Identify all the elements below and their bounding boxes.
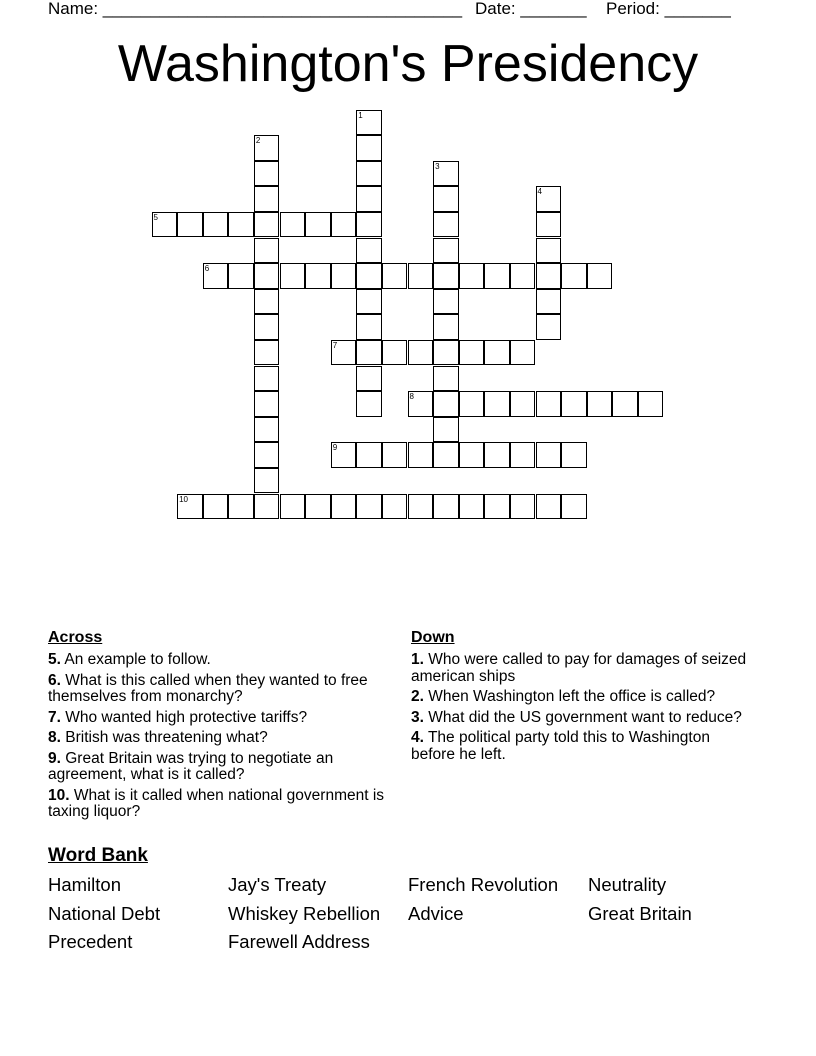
- crossword-cell[interactable]: [638, 391, 664, 417]
- word-bank-item: Jay's Treaty: [228, 874, 327, 895]
- crossword-cell[interactable]: [331, 212, 357, 238]
- crossword-cell[interactable]: [254, 442, 280, 468]
- crossword-cell[interactable]: [433, 494, 459, 520]
- crossword-cell[interactable]: [510, 494, 536, 520]
- down-clue: [411, 689, 751, 706]
- crossword-cell[interactable]: [561, 494, 587, 520]
- clue-number-label: 1.: [411, 651, 424, 668]
- crossword-cell[interactable]: [612, 391, 638, 417]
- down-clue: [411, 710, 751, 727]
- clue-number-label: 9.: [48, 749, 61, 767]
- crossword-cell[interactable]: [382, 340, 408, 366]
- crossword-cell[interactable]: [305, 212, 331, 238]
- clue-number: 4: [537, 187, 542, 197]
- crossword-cell[interactable]: [536, 238, 562, 264]
- crossword-cell[interactable]: [254, 212, 280, 238]
- clue-text: The political party told this to Washington before he left.: [411, 729, 710, 763]
- crossword-cell[interactable]: [228, 263, 254, 289]
- crossword-cell[interactable]: [459, 340, 485, 366]
- clue-number-label: 10.: [48, 786, 70, 804]
- clue-text: Who were called to pay for damages of seized american ships: [411, 651, 747, 685]
- across-clue-list: [48, 652, 388, 825]
- clue-number-label: 3.: [411, 708, 424, 726]
- crossword-cell[interactable]: [254, 468, 280, 494]
- crossword-cell[interactable]: [280, 494, 306, 520]
- clue-number-label: 8.: [48, 729, 61, 746]
- crossword-cell[interactable]: [305, 263, 331, 289]
- crossword-cell[interactable]: [331, 263, 357, 289]
- word-bank-item: Neutrality: [588, 874, 667, 895]
- crossword-cell[interactable]: [254, 340, 280, 366]
- crossword-cell[interactable]: [510, 391, 536, 417]
- clue-text: When Washington left the office is called?: [423, 688, 716, 705]
- crossword-cell[interactable]: [408, 340, 434, 366]
- crossword-cell[interactable]: [536, 442, 562, 468]
- date-field-label: Date: _______: [475, 0, 587, 18]
- crossword-cell[interactable]: [356, 161, 382, 187]
- crossword-cell[interactable]: [356, 289, 382, 315]
- crossword-cell[interactable]: [203, 494, 229, 520]
- crossword-cell[interactable]: [433, 263, 459, 289]
- word-bank-item: Farewell Address: [228, 931, 370, 952]
- page-title: Washington's Presidency: [117, 35, 699, 93]
- crossword-cell[interactable]: [356, 314, 382, 340]
- crossword-cell[interactable]: [203, 212, 229, 238]
- word-bank-item: Advice: [408, 903, 464, 924]
- clue-number: 8: [409, 392, 414, 402]
- clue-number: 6: [204, 264, 210, 274]
- crossword-cell[interactable]: [254, 186, 280, 212]
- crossword-cell[interactable]: [356, 238, 382, 264]
- crossword-cell[interactable]: [587, 263, 613, 289]
- crossword-cell[interactable]: [561, 391, 587, 417]
- period-field-label: Period: _______: [606, 0, 731, 18]
- crossword-cell[interactable]: [254, 289, 280, 315]
- crossword-cell[interactable]: [254, 417, 280, 443]
- crossword-cell[interactable]: [356, 340, 382, 366]
- crossword-cell[interactable]: [254, 494, 280, 520]
- down-heading: Down: [411, 629, 455, 646]
- clue-number-label: 2.: [411, 688, 424, 705]
- crossword-cell[interactable]: [561, 442, 587, 468]
- crossword-cell[interactable]: [510, 340, 536, 366]
- crossword-cell[interactable]: [408, 263, 434, 289]
- crossword-cell[interactable]: [484, 442, 510, 468]
- clue-number: 9: [332, 443, 338, 453]
- word-bank-item: Precedent: [48, 931, 133, 952]
- crossword-cell[interactable]: [305, 494, 331, 520]
- crossword-cell[interactable]: [356, 391, 382, 417]
- crossword-cell[interactable]: [459, 263, 485, 289]
- crossword-cell[interactable]: [433, 391, 459, 417]
- across-clue: [48, 751, 388, 784]
- crossword-cell[interactable]: [331, 494, 357, 520]
- word-bank-item: National Debt: [48, 903, 161, 924]
- crossword-cell[interactable]: [433, 417, 459, 443]
- clue-number: 1: [358, 110, 363, 120]
- crossword-cell[interactable]: [382, 494, 408, 520]
- crossword-cell[interactable]: [408, 494, 434, 520]
- clue-text: British was threatening what?: [60, 729, 268, 746]
- crossword-cell[interactable]: [356, 135, 382, 161]
- crossword-cell[interactable]: [433, 442, 459, 468]
- crossword-cell[interactable]: [356, 212, 382, 238]
- clue-text: What is it called when national government is taxing liquor?: [48, 786, 385, 820]
- crossword-cell[interactable]: [254, 366, 280, 392]
- crossword-cell[interactable]: [433, 212, 459, 238]
- clue-text: Who wanted high protective tariffs?: [60, 708, 308, 726]
- crossword-cell[interactable]: [356, 263, 382, 289]
- crossword-cell[interactable]: [254, 161, 280, 187]
- crossword-cell[interactable]: [254, 314, 280, 340]
- crossword-cell[interactable]: [459, 442, 485, 468]
- crossword-cell[interactable]: [356, 442, 382, 468]
- crossword-cell[interactable]: [484, 263, 510, 289]
- across-heading: Across: [48, 629, 103, 646]
- crossword-cell[interactable]: [433, 366, 459, 392]
- crossword-cell[interactable]: [510, 263, 536, 289]
- crossword-cell[interactable]: [510, 442, 536, 468]
- down-clue-list: [411, 652, 751, 767]
- down-clue: [411, 730, 751, 763]
- clue-text: What did the US government want to reduce?: [423, 708, 742, 726]
- across-clue: [48, 730, 388, 747]
- down-clue: [411, 652, 751, 685]
- crossword-cell[interactable]: [228, 212, 254, 238]
- crossword-cell[interactable]: [536, 289, 562, 315]
- crossword-cell[interactable]: [254, 391, 280, 417]
- clue-number: 3: [435, 161, 440, 171]
- crossword-cell[interactable]: [433, 340, 459, 366]
- crossword-cell[interactable]: [484, 391, 510, 417]
- word-bank-item: Hamilton: [48, 874, 121, 895]
- crossword-cell[interactable]: [356, 366, 382, 392]
- crossword-cell[interactable]: [536, 494, 562, 520]
- crossword-cell[interactable]: [484, 340, 510, 366]
- crossword-cell[interactable]: [433, 238, 459, 264]
- crossword-cell[interactable]: [536, 314, 562, 340]
- crossword-cell[interactable]: [356, 186, 382, 212]
- clue-number: 10: [179, 494, 188, 504]
- clue-text: What is this called when they wanted to free themselves from monarchy?: [48, 671, 368, 705]
- crossword-cell[interactable]: [433, 186, 459, 212]
- clue-text: Great Britain was trying to negotiate an agreement, what is it called?: [48, 749, 334, 783]
- crossword-cell[interactable]: [408, 442, 434, 468]
- crossword-cell[interactable]: [561, 263, 587, 289]
- name-field-label: Name: ______________________________________: [48, 0, 463, 18]
- clue-number-label: 5.: [48, 651, 61, 668]
- crossword-cell[interactable]: [382, 442, 408, 468]
- crossword-cell[interactable]: [177, 212, 203, 238]
- across-clue: [48, 788, 388, 821]
- crossword-cell[interactable]: [280, 212, 306, 238]
- crossword-cell[interactable]: [254, 238, 280, 264]
- clue-number-label: 7.: [48, 708, 61, 726]
- crossword-cell[interactable]: [459, 494, 485, 520]
- word-bank-item: Great Britain: [588, 903, 692, 924]
- clue-number: 7: [332, 340, 338, 350]
- clue-number: 2: [255, 136, 261, 146]
- crossword-cell[interactable]: [587, 391, 613, 417]
- crossword-cell[interactable]: [536, 212, 562, 238]
- crossword-cell[interactable]: [254, 263, 280, 289]
- crossword-cell[interactable]: [356, 494, 382, 520]
- across-clue: [48, 710, 388, 727]
- word-bank-item: Whiskey Rebellion: [228, 903, 381, 924]
- crossword-cell[interactable]: [433, 314, 459, 340]
- clue-number-label: 6.: [48, 671, 61, 689]
- clue-number-label: 4.: [411, 729, 424, 746]
- crossword-cell[interactable]: [536, 391, 562, 417]
- word-bank-heading: Word Bank: [48, 845, 148, 866]
- clue-number: 5: [153, 212, 158, 222]
- crossword-cell[interactable]: [280, 263, 306, 289]
- crossword-cell[interactable]: [459, 391, 485, 417]
- across-clue: [48, 673, 388, 706]
- crossword-cell[interactable]: [228, 494, 254, 520]
- crossword-cell[interactable]: [536, 263, 562, 289]
- word-bank-item: French Revolution: [408, 874, 559, 895]
- crossword-cell[interactable]: [433, 289, 459, 315]
- crossword-cell[interactable]: [484, 494, 510, 520]
- clue-text: An example to follow.: [60, 651, 211, 668]
- across-clue: [48, 652, 388, 669]
- crossword-cell[interactable]: [382, 263, 408, 289]
